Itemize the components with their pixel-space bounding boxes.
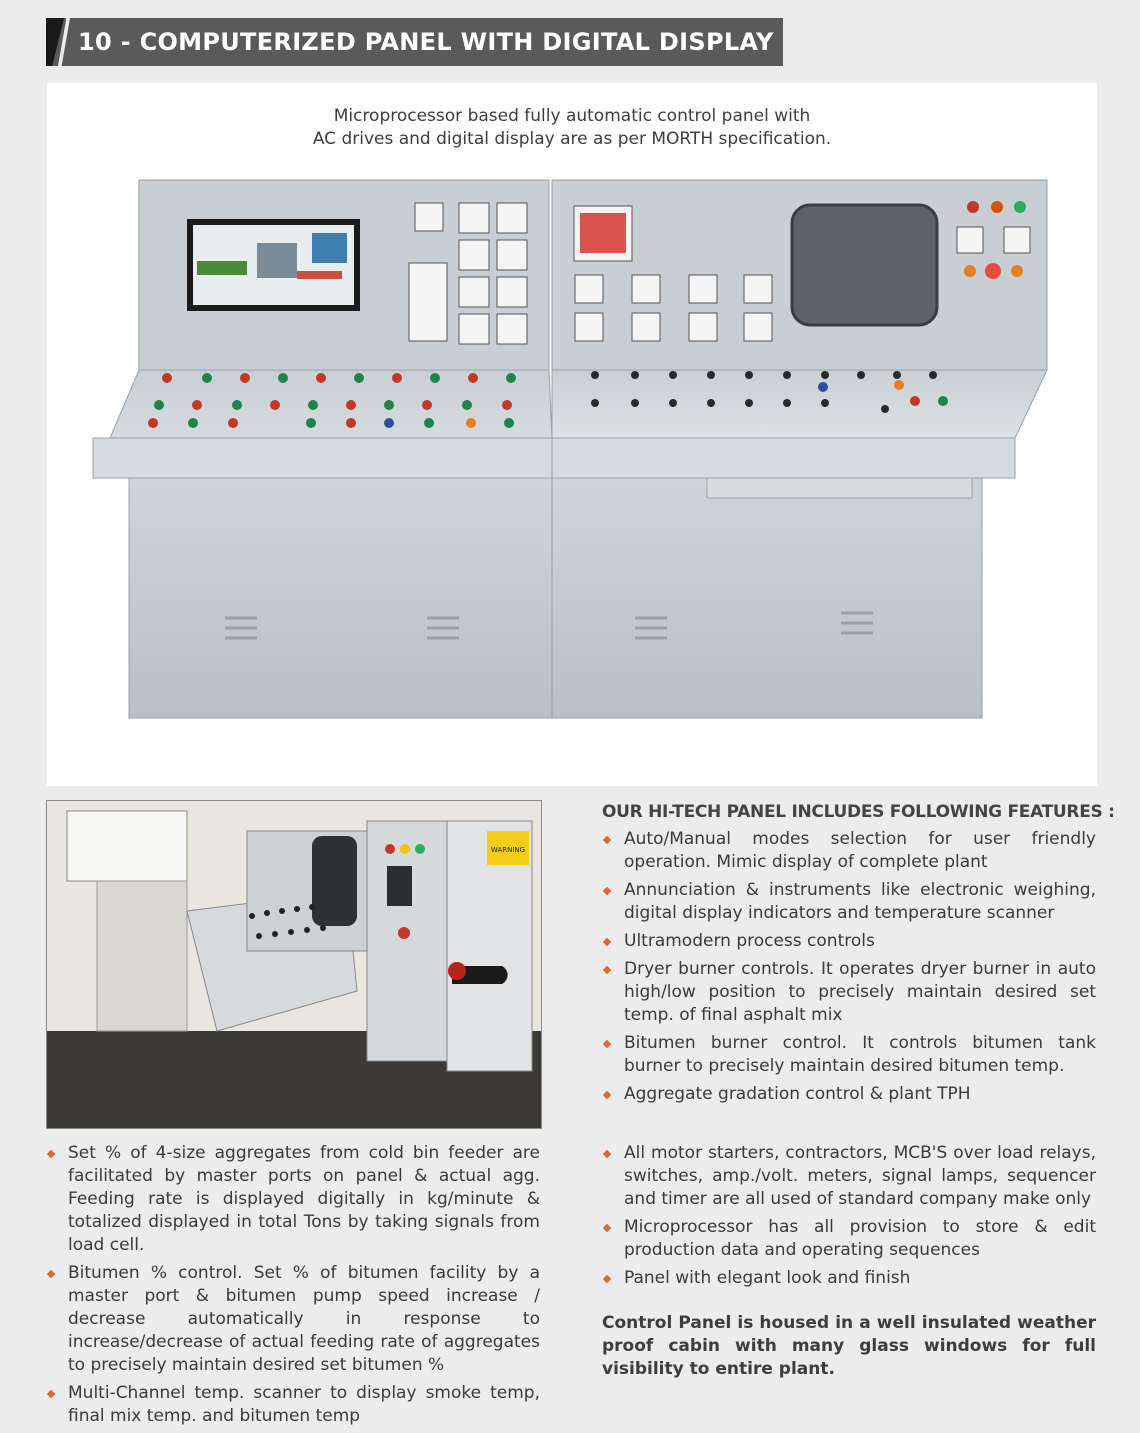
list-item: Dryer burner controls. It operates dryer burner in auto high/low position to precisely maintain desired set temp. of final asphalt mix bbox=[602, 958, 1096, 1027]
hero-caption-line-1: Microprocessor based fully automatic control panel with bbox=[333, 106, 811, 126]
list-item: All motor starters, contractors, MCB'S over load relays, switches, amp./volt. meters, signal lamps, sequencer and timer are all used of standard company make only bbox=[602, 1142, 1096, 1211]
list-item: Aggregate gradation control & plant TPH bbox=[602, 1083, 1096, 1106]
list-item: Annunciation & instruments like electronic weighing, digital display indicators and temperature scanner bbox=[602, 879, 1096, 925]
hero-caption-line-2: AC drives and digital display are as per MORTH specification. bbox=[312, 129, 832, 149]
page-title: 10 - COMPUTERIZED PANEL WITH DIGITAL DISPLAY bbox=[78, 28, 774, 56]
right-details-list bbox=[602, 1142, 1096, 1290]
list-item: Set % of 4-size aggregates from cold bin feeder are facilitated by master ports on panel & actual agg. Feeding rate is displayed digitally in kg/minute & totalized displayed in total Tons by taking signals from load cell. bbox=[46, 1142, 540, 1257]
section-header bbox=[46, 18, 783, 66]
hero-figure bbox=[47, 83, 1097, 786]
list-item: Ultramodern process controls bbox=[602, 930, 1096, 953]
left-details-list bbox=[46, 1142, 540, 1428]
cabin-photo bbox=[46, 800, 542, 1129]
closing-statement: Control Panel is housed in a well insulated weather proof cabin with many glass windows for full visibility to entire plant. bbox=[602, 1313, 1096, 1379]
list-item: Bitumen % control. Set % of bitumen facility by a master port & bitumen pump speed increase / decrease automatically in response to increase/decrease of actual feeding rate of aggregates to precisely maintain desired set bitumen % bbox=[46, 1262, 540, 1377]
list-item: Multi-Channel temp. scanner to display smoke temp, final mix temp. and bitumen temp bbox=[46, 1382, 540, 1428]
warning-sticker-text: WARNING bbox=[490, 846, 526, 854]
cabin-illustration bbox=[47, 801, 541, 1128]
features-list bbox=[602, 828, 1096, 1106]
list-item: Panel with elegant look and finish bbox=[602, 1267, 1096, 1290]
features-section bbox=[602, 802, 1115, 1111]
features-heading: OUR HI-TECH PANEL INCLUDES FOLLOWING FEATURES : bbox=[602, 802, 1115, 822]
left-details-section bbox=[46, 1142, 540, 1433]
list-item: Bitumen burner control. It controls bitumen tank burner to precisely maintain desired bitumen temp. bbox=[602, 1032, 1096, 1078]
list-item: Microprocessor has all provision to store & edit production data and operating sequences bbox=[602, 1216, 1096, 1262]
control-panel-photo bbox=[47, 83, 1097, 786]
right-details-section bbox=[602, 1142, 1096, 1381]
list-item: Auto/Manual modes selection for user friendly operation. Mimic display of complete plant bbox=[602, 828, 1096, 874]
